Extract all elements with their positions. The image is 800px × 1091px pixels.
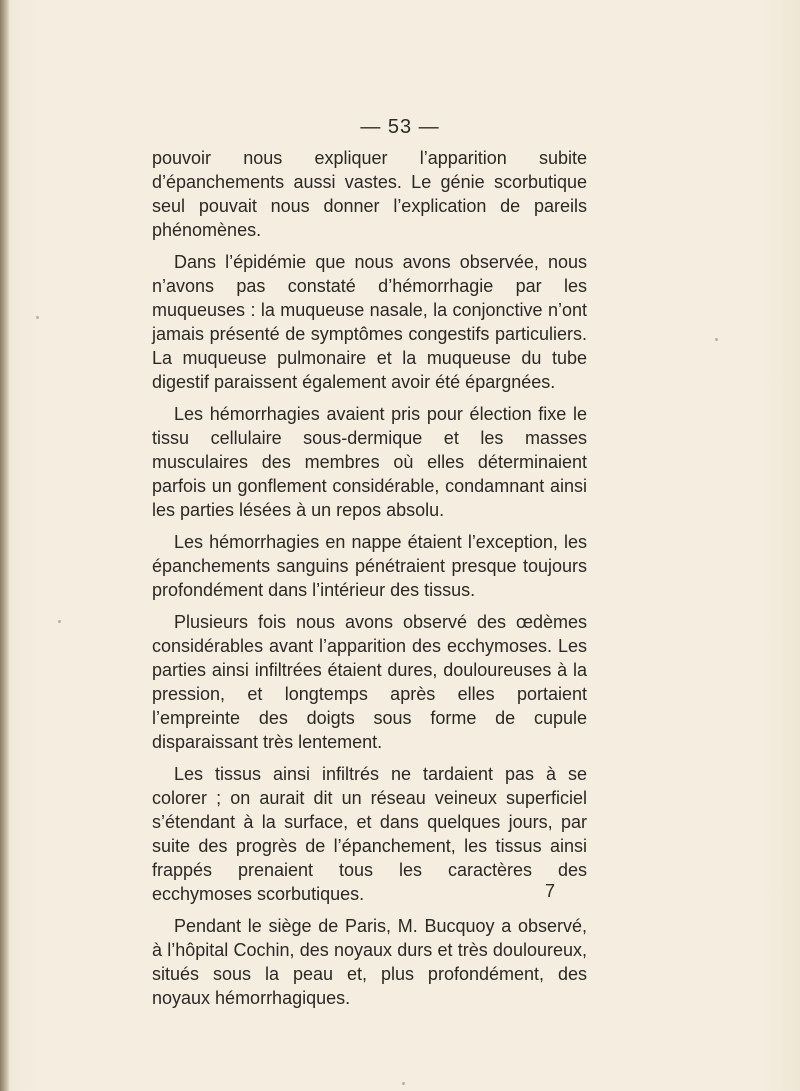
page-binding-edge (0, 0, 9, 1091)
signature-mark: 7 (544, 881, 555, 901)
paragraph: Les hémorrhagies avaient pris pour élection fixe le tissu cellulaire sous-dermique et les masses musculaires des membres où elles déterminaient parfois un gonflement considérable, condamnant ainsi les parties lésées à un repos absolu. (152, 404, 587, 520)
paragraph: Dans l’épidémie que nous avons observée, nous n’avons pas constaté d’hémorrhagie par les muqueuses : la muqueuse nasale, la conjonctive n’ont jamais présenté de symptômes congestifs particuliers. La muqueuse pulmonaire et la muqueuse du tube digestif paraissent également avoir été épargnées. (152, 252, 587, 392)
paper-speck (36, 316, 39, 319)
paper-speck (58, 620, 61, 623)
paper-speck (402, 1082, 405, 1085)
paragraph: Pendant le siège de Paris, M. Bucquoy a observé, à l’hôpital Cochin, des noyaux durs et très douloureux, situés sous la peau et, plus profondément, des noyaux hémorrhagiques. (152, 916, 587, 1008)
paragraph: Les hémorrhagies en nappe étaient l’exception, les épanchements sanguins pénétraient presque toujours profondément dans l’intérieur des tissus. (152, 532, 587, 600)
page-number: — 53 — (360, 116, 440, 138)
paper-speck (715, 338, 718, 341)
body-text (152, 146, 587, 1018)
paragraph: Plusieurs fois nous avons observé des œdèmes considérables avant l’apparition des ecchymoses. Les parties ainsi infiltrées étaient dures, douloureuses à la pression, et longtemps après elles portaient l’empreinte des doigts sous forme de cupule disparaissant très lentement. (152, 612, 587, 752)
paragraph: pouvoir nous expliquer l’apparition subite d’épanchements aussi vastes. Le génie scorbutique seul pouvait nous donner l’explication de pareils phénomènes. (152, 148, 587, 240)
paragraph: Les tissus ainsi infiltrés ne tardaient pas à se colorer ; on aurait dit un réseau veineux superficiel s’étendant à la surface, et dans quelques jours, par suite des progrès de l’épanchement, les tissus ainsi frappés prenaient tous les caractères des ecchymoses scorbutiques. (152, 764, 587, 904)
